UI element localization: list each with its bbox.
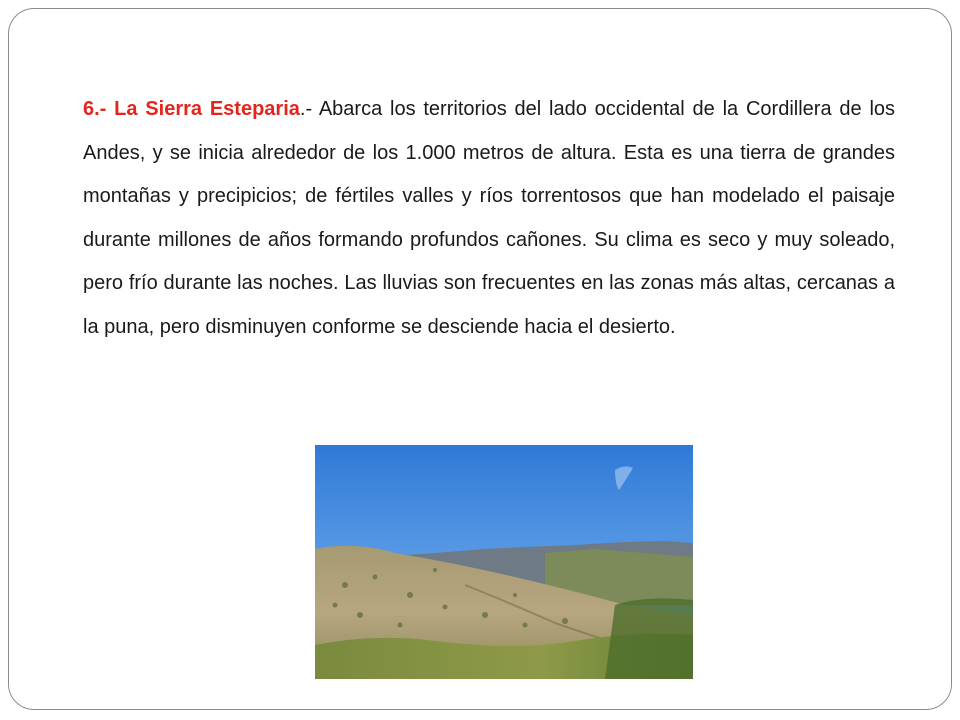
slide-paragraph — [83, 88, 895, 350]
landscape-photo — [315, 445, 693, 679]
slide-body-text: .- Abarca los territorios del lado occidental de la Cordillera de los Andes, y se inicia alrededor de los 1.000 metros de altura. Esta es una tierra de grandes montañas y precipicios; de fértiles valles y ríos torrentosos que han modelado el paisaje durante millones de años formando profundos cañones. Su clima es seco y muy soleado, pero frío durante las noches. Las lluvias son frecuentes en las zonas más altas, cercanas a la puna, pero disminuyen conforme se desciende hacia el desierto. — [83, 98, 896, 338]
slide-heading: 6.- La Sierra Esteparia — [83, 98, 300, 120]
bush-cluster — [605, 598, 693, 679]
sierra-landscape-image — [315, 445, 693, 679]
slide-frame — [8, 8, 952, 710]
